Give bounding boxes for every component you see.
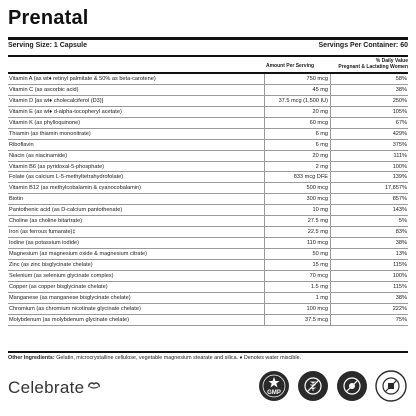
nutrient-name: Copper (as copper bisglycinate chelate) <box>9 283 108 290</box>
nutrient-daily-value: 67% <box>395 119 407 126</box>
nutrient-row <box>8 183 408 194</box>
column-divider <box>330 140 331 150</box>
nutrient-name: Vitamin E (as wt♦ d-alpha-tocopheryl acetate) <box>9 108 122 115</box>
nutrient-daily-value: 111% <box>393 152 407 159</box>
certification-badges <box>258 370 408 408</box>
amount-header: Amount Per Serving <box>266 63 315 69</box>
nutrient-daily-value: 375% <box>392 141 407 148</box>
nutrient-amount: 70 mcg <box>309 272 328 279</box>
bottom-rule <box>8 351 408 353</box>
column-divider <box>330 315 331 325</box>
nutrient-amount: 110 mcg <box>306 240 328 247</box>
gmp-icon <box>258 370 290 402</box>
nutrient-daily-value: 115% <box>393 261 407 268</box>
gluten-free-icon <box>297 370 329 402</box>
nutrient-name: Selenium (as selenium glycinate complex) <box>9 272 114 279</box>
other-ingredients-label: Other Ingredients: <box>8 355 55 361</box>
column-divider <box>330 107 331 117</box>
nutrient-amount: 500 mcg <box>306 185 328 192</box>
nutrient-daily-value: 38% <box>395 240 407 247</box>
nutrient-amount: 750 mcg <box>306 76 328 82</box>
nutrient-row <box>8 205 408 216</box>
column-divider <box>330 172 331 182</box>
no-artificial-icon <box>336 370 368 402</box>
nutrient-amount: 100 mcg <box>306 305 328 312</box>
nutrient-amount: 27.5 mg <box>307 218 328 225</box>
nutrient-daily-value: 143% <box>392 207 407 214</box>
nutrient-amount: 20 mg <box>312 108 328 115</box>
serving-size: Serving Size: 1 Capsule <box>8 42 87 49</box>
nutrient-amount: 15 mg <box>312 261 328 268</box>
nutrient-row <box>8 216 408 227</box>
brand-heart-icon <box>87 379 101 399</box>
nutrient-name: Vitamin C (as ascorbic acid) <box>9 86 79 93</box>
nutrient-amount: 10 mg <box>312 207 328 214</box>
nutrient-row <box>8 304 408 315</box>
nutrient-name: Iron (as ferrous fumarate)‡ <box>9 229 76 236</box>
nutrient-row <box>8 293 408 304</box>
column-divider <box>330 129 331 139</box>
column-divider <box>330 227 331 237</box>
column-divider <box>330 183 331 193</box>
nutrient-amount: 37.5 mcg <box>304 316 328 323</box>
nutrient-row <box>8 162 408 173</box>
nutrient-amount: 1 mg <box>315 294 328 301</box>
nutrient-name: Pantothenic acid (as D-calcium pantothenate) <box>9 207 123 214</box>
nutrient-daily-value: 83% <box>395 229 407 236</box>
nutrient-name: Magnesium (as magnesium oxide & magnesium citrate) <box>9 251 148 257</box>
column-divider <box>330 293 331 303</box>
nutrient-amount: 22.5 mg <box>307 229 328 236</box>
nutrient-daily-value: 75% <box>395 316 407 323</box>
nutrient-row <box>8 129 408 140</box>
nutrient-row <box>8 151 408 162</box>
column-divider <box>330 238 331 248</box>
nutrient-daily-value: 38% <box>395 294 407 301</box>
column-divider <box>330 271 331 281</box>
no-sugar-icon <box>375 370 407 402</box>
nutrient-name: Riboflavin <box>9 141 34 148</box>
nutrient-name: Chromium (as chromium nicotinate glycinate chelate) <box>9 305 141 312</box>
nutrient-row <box>8 107 408 118</box>
nutrient-amount: 50 mg <box>312 251 328 257</box>
nutrient-daily-value: 857% <box>392 196 407 203</box>
nutrient-daily-value: 100% <box>392 163 407 170</box>
top-rule <box>8 37 408 40</box>
column-headers <box>8 58 408 72</box>
nutrient-daily-value: 222% <box>392 305 407 312</box>
nutrient-row <box>8 118 408 129</box>
nutrient-name: Biotin <box>9 196 23 203</box>
nutrient-amount: 6 mg <box>315 130 328 137</box>
nutrient-name: Vitamin A (as wt♦ retinyl palmitate & 50% as beta-carotene) <box>9 76 156 82</box>
product-title: Prenatal <box>8 7 89 29</box>
nutrient-amount: 1.5 mg <box>310 283 328 290</box>
brand-name: Celebrate <box>8 378 85 397</box>
nutrient-row <box>8 315 408 326</box>
nutrient-daily-value: 5% <box>398 218 407 225</box>
nutrient-daily-value: 58% <box>395 76 407 82</box>
nutrient-row <box>8 260 408 271</box>
nutrient-daily-value: 115% <box>393 283 407 290</box>
gmp-badge-text: GMP <box>267 390 281 396</box>
nutrient-daily-value: 38% <box>395 86 407 93</box>
column-divider <box>330 216 331 226</box>
brand-logo <box>8 378 101 399</box>
daily-value-header <box>338 58 408 70</box>
nutrient-name: Vitamin B12 (as methylcobalamin & cyanocobalamin) <box>9 185 142 192</box>
nutrient-row <box>8 85 408 96</box>
nutrient-amount: 60 mcg <box>309 119 328 126</box>
nutrient-name: Thiamin (as thiamin mononitrate) <box>9 130 91 137</box>
nutrient-row <box>8 194 408 205</box>
column-divider <box>330 260 331 270</box>
nutrient-name: Folate (as calcium L-5-methyltetrahydrofolate) <box>9 174 124 181</box>
nutrient-amount: 300 mcg <box>306 196 328 203</box>
nutrient-name: Vitamin K (as phylloquinone) <box>9 119 81 126</box>
nutrient-row <box>8 140 408 151</box>
nutrient-row <box>8 271 408 282</box>
nutrient-daily-value: 105% <box>392 108 407 115</box>
nutrient-amount: 2 mg <box>315 163 328 170</box>
nutrient-name: Iodine (as potassium iodide) <box>9 240 79 247</box>
nutrient-row <box>8 96 408 107</box>
serving-rule <box>8 55 408 57</box>
nutrient-daily-value: 139% <box>392 174 407 181</box>
other-ingredients <box>8 355 408 362</box>
column-divider <box>330 194 331 204</box>
nutrient-name: Molybdenum (as molybdenum glycinate chelate) <box>9 316 130 323</box>
column-divider <box>330 118 331 128</box>
nutrient-amount: 45 mg <box>312 86 328 93</box>
nutrient-row <box>8 238 408 249</box>
servings-per-container: Servings Per Container: 60 <box>318 42 408 49</box>
column-divider <box>330 282 331 292</box>
nutrient-daily-value: 17,857% <box>384 185 407 192</box>
nutrient-daily-value: 250% <box>392 97 407 104</box>
column-divider <box>330 162 331 172</box>
nutrient-name: Vitamin B6 (as pyridoxal-5-phosphate) <box>9 163 105 170</box>
column-divider <box>330 249 331 259</box>
dv-header-line2: Pregnant & Lactating Women <box>338 64 408 70</box>
nutrient-name: Niacin (as niacinamide) <box>9 152 68 159</box>
nutrient-name: Vitamin D [as wt♦ cholecalciferol (D3)] <box>9 97 104 104</box>
nutrient-name: Choline (as choline bitartrate) <box>9 218 83 225</box>
nutrient-row <box>8 227 408 238</box>
nutrient-row <box>8 249 408 260</box>
column-divider <box>330 304 331 314</box>
column-divider <box>330 205 331 215</box>
column-divider <box>330 85 331 95</box>
nutrient-amount: 37.5 mcg (1,500 IU) <box>278 97 328 104</box>
serving-info <box>8 42 408 54</box>
column-divider <box>330 74 331 84</box>
nutrient-row <box>8 74 408 85</box>
nutrient-amount: 6 mg <box>315 141 328 148</box>
nutrient-name: Manganese (as manganese bisglycinate chelate) <box>9 294 131 301</box>
column-divider <box>330 151 331 161</box>
nutrient-amount: 833 mcg DFE <box>293 174 328 181</box>
nutrient-row <box>8 282 408 293</box>
nutrient-name: Zinc (as zinc bisglycinate chelate) <box>9 261 93 268</box>
nutrient-daily-value: 100% <box>392 272 407 279</box>
dv-header-line1: % Daily Value <box>375 58 408 64</box>
nutrient-daily-value: 13% <box>395 251 407 257</box>
column-divider <box>330 96 331 106</box>
other-ingredients-text: Gelatin, microcrystalline cellulose, vegetable magnesium stearate and silica. ♦ Denotes water miscible. <box>56 355 302 361</box>
nutrient-daily-value: 429% <box>392 130 407 137</box>
nutrient-table <box>8 74 408 326</box>
nutrient-amount: 20 mg <box>312 152 328 159</box>
nutrient-row <box>8 172 408 183</box>
